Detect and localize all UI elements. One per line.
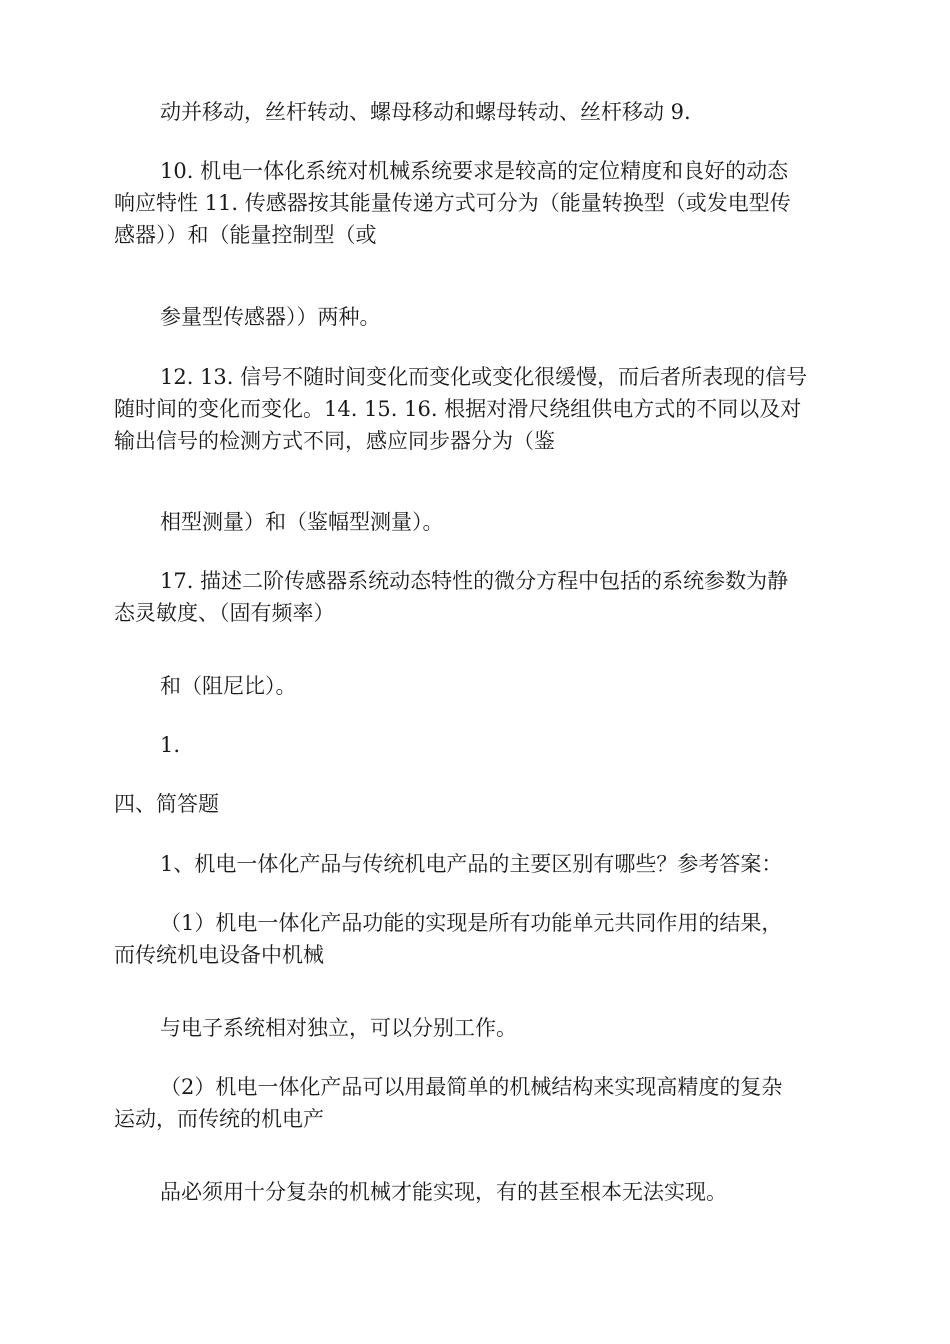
- answer-point-2-continued: [114, 1176, 830, 1208]
- answer-point-1-continued: [114, 1012, 830, 1044]
- text-line: 17. 描述二阶传感器系统动态特性的微分方程中包括的系统参数为静: [160, 569, 789, 593]
- text-line: 响应特性 11. 传感器按其能量传递方式可分为（能量转换型（或发电型传: [114, 191, 791, 215]
- section-heading-short-answer: [114, 788, 830, 820]
- text-line: （2）机电一体化产品可以用最简单的机械结构来实现高精度的复杂: [160, 1075, 783, 1099]
- answer-point-2: [114, 1071, 830, 1135]
- text-line: 而传统机电设备中机械: [114, 943, 324, 967]
- paragraph-sensor-types: [114, 301, 830, 333]
- section-title: 四、简答题: [114, 792, 219, 816]
- text-line: 10. 机电一体化系统对机械系统要求是较高的定位精度和良好的动态: [160, 159, 789, 183]
- paragraph-screw-motion: [114, 96, 830, 128]
- paragraph-number-1: [114, 729, 830, 761]
- text-line: 12. 13. 信号不随时间变化而变化或变化很缓慢，而后者所表现的信号: [160, 365, 808, 389]
- paragraph-item-10-11: [114, 155, 830, 251]
- text-line: 相型测量）和（鉴幅型测量）。: [160, 510, 444, 534]
- text-line: 和（阻尼比）。: [160, 674, 297, 698]
- paragraph-item-12-16: [114, 361, 830, 457]
- text-line: 1.: [160, 733, 181, 757]
- text-line: 1、机电一体化产品与传统机电产品的主要区别有哪些？参考答案：: [160, 852, 783, 876]
- text-line: 品必须用十分复杂的机械才能实现，有的甚至根本无法实现。: [160, 1180, 727, 1204]
- paragraph-inductosyn-types: [114, 506, 830, 538]
- text-line: 动并移动，丝杆转动、螺母移动和螺母转动、丝杆移动 9.: [160, 100, 691, 124]
- paragraph-item-17: [114, 565, 830, 629]
- question-1: [114, 848, 830, 880]
- text-line: 运动，而传统的机电产: [114, 1107, 324, 1131]
- text-line: 随时间的变化而变化。14. 15. 16. 根据对滑尺绕组供电方式的不同以及对: [114, 397, 802, 421]
- text-line: 态灵敏度、（固有频率）: [114, 601, 335, 625]
- text-line: 参量型传感器））两种。: [160, 305, 381, 329]
- text-line: 与电子系统相对独立，可以分别工作。: [160, 1016, 517, 1040]
- answer-point-1: [114, 907, 830, 971]
- text-line: （1）机电一体化产品功能的实现是所有功能单元共同作用的结果，: [160, 911, 783, 935]
- text-line: 输出信号的检测方式不同，感应同步器分为（鉴: [114, 429, 555, 453]
- paragraph-damping-ratio: [114, 670, 830, 702]
- text-line: 感器））和（能量控制型（或: [114, 223, 377, 247]
